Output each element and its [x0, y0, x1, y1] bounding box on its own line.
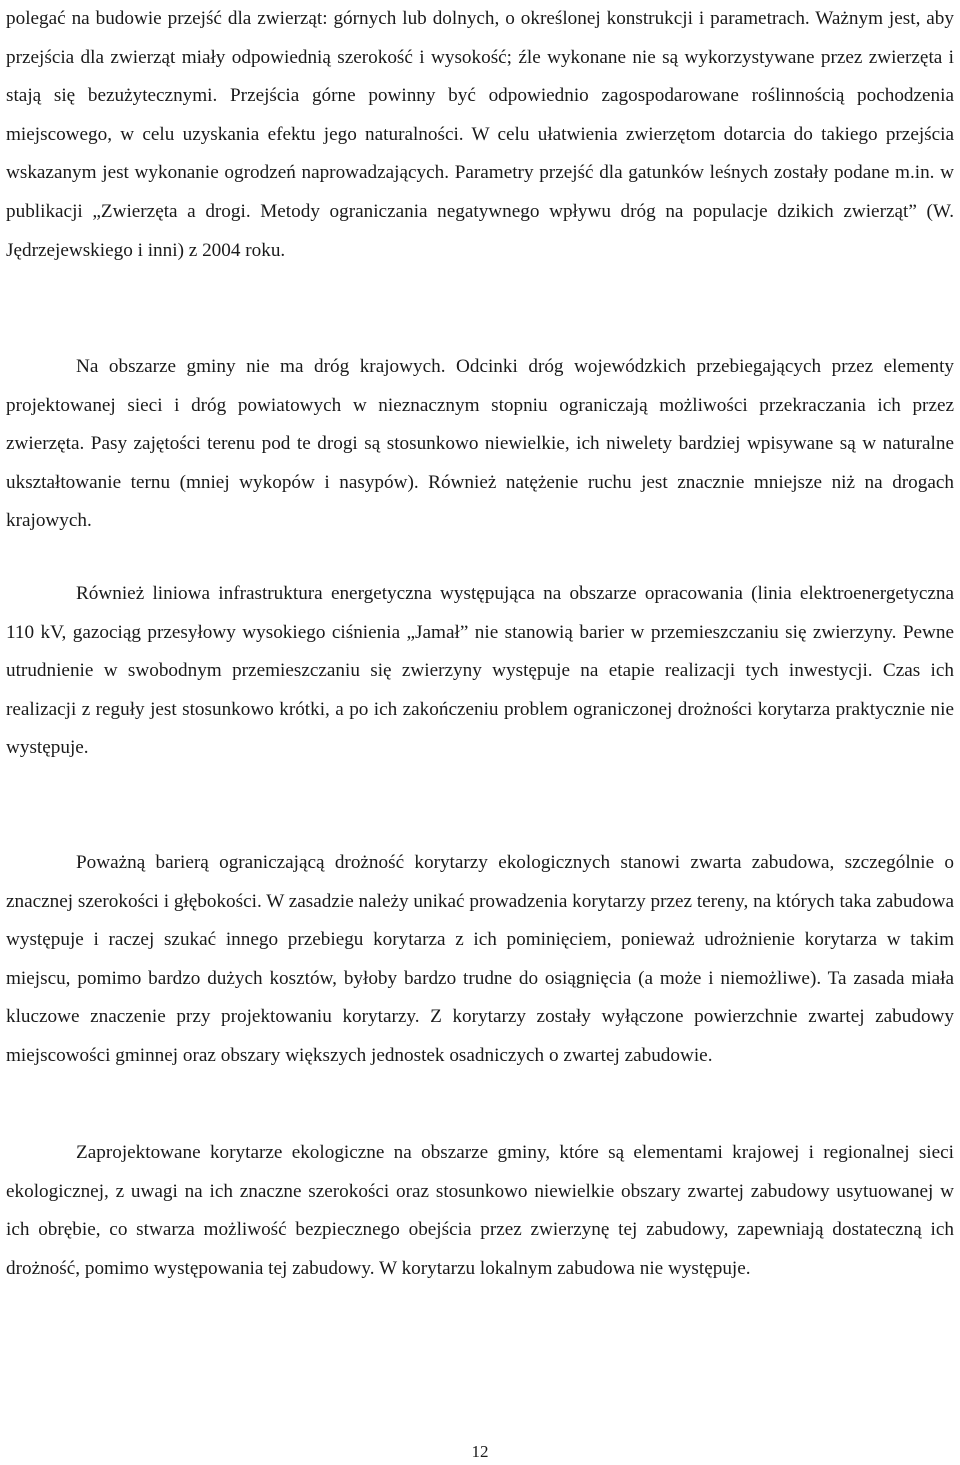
- paragraph-designed-corridors: Zaprojektowane korytarze ekologiczne na obszarze gminy, które są elementami krajowej i regionalnej sieci ekologicznej, z uwagi na ich znaczne szerokości oraz stosunkowo niewielkie obszary zwartej zabudowy usytuowanej w ich obrębie, co stwarza możliwość bezpiecznego obejścia przez zwierzynę tej zabudowy, zapewniają dostateczną ich drożność, pomimo występowania tej zabudowy. W korytarzu lokalnym zabudowa nie występuje.: [6, 1142, 954, 1279]
- paragraph-roads: Na obszarze gminy nie ma dróg krajowych. Odcinki dróg wojewódzkich przebiegających przez elementy projektowanej sieci i dróg powiatowych w nieznacznym stopniu ograniczają możliwości przekraczania ich przez zwierzęta. Pasy zajętości terenu pod te drogi są stosunkowo niewielkie, ich niwelety bardziej wpisywane są w naturalne ukształtowanie ternu (mniej wykopów i nasypów). Również natężenie ruchu jest znacznie mniejsze niż na drogach krajowych.: [6, 356, 954, 532]
- paragraph-energy-infrastructure: Również liniowa infrastruktura energetyczna występująca na obszarze opracowania (linia elektroenergetyczna 110 kV, gazociąg przesyłowy wysokiego ciśnienia „Jamał” nie stanowią barier w przemieszczaniu się zwierzyny. Pewne utrudnienie w swobodnym przemieszczaniu się zwierzyny występuje na etapie realizacji tych inwestycji. Czas ich realizacji z reguły jest stosunkowo krótki, a po ich zakończeniu problem ograniczonej drożności korytarza praktycznie nie występuje.: [6, 583, 954, 759]
- paragraph-wildlife-crossings: polegać na budowie przejść dla zwierząt: górnych lub dolnych, o określonej konstrukcji i parametrach. Ważnym jest, aby przejścia dla zwierząt miały odpowiednią szerokość i wysokość; źle wykonane nie są wykorzystywane przez zwierzęta i stają się bezużytecznymi. Przejścia górne powinny być odpowiednio zagospodarowane roślinnością pochodzenia miejscowego, w celu uzyskania efektu jego naturalności. W celu ułatwienia zwierzętom dotarcia do takiego przejścia wskazanym jest wykonanie ogrodzeń naprowadzających. Parametry przejść dla gatunków leśnych zostały podane m.in. w publikacji „Zwierzęta a drogi. Metody ograniczania negatywnego wpływu dróg na populacje dzikich zwierząt” (W. Jędrzejewskiego i inni) z 2004 roku.: [6, 8, 954, 261]
- paragraph-dense-development: Poważną barierą ograniczającą drożność korytarzy ekologicznych stanowi zwarta zabudowa, szczególnie o znacznej szerokości i głębokości. W zasadzie należy unikać prowadzenia korytarzy przez tereny, na których taka zabudowa występuje i raczej szukać innego przebiegu korytarza z ich pominięciem, ponieważ udrożnienie korytarza w takim miejscu, pomimo bardzo dużych kosztów, byłoby bardzo trudne do osiągnięcia (a może i niemożliwe). Ta zasada miała kluczowe znaczenie przy projektowaniu korytarzy. Z korytarzy zostały wyłączone powierzchnie zwartej zabudowy miejscowości gminnej oraz obszary większych jednostek osadniczych o zwartej zabudowie.: [6, 852, 954, 1066]
- page-number: 12: [471, 1442, 489, 1461]
